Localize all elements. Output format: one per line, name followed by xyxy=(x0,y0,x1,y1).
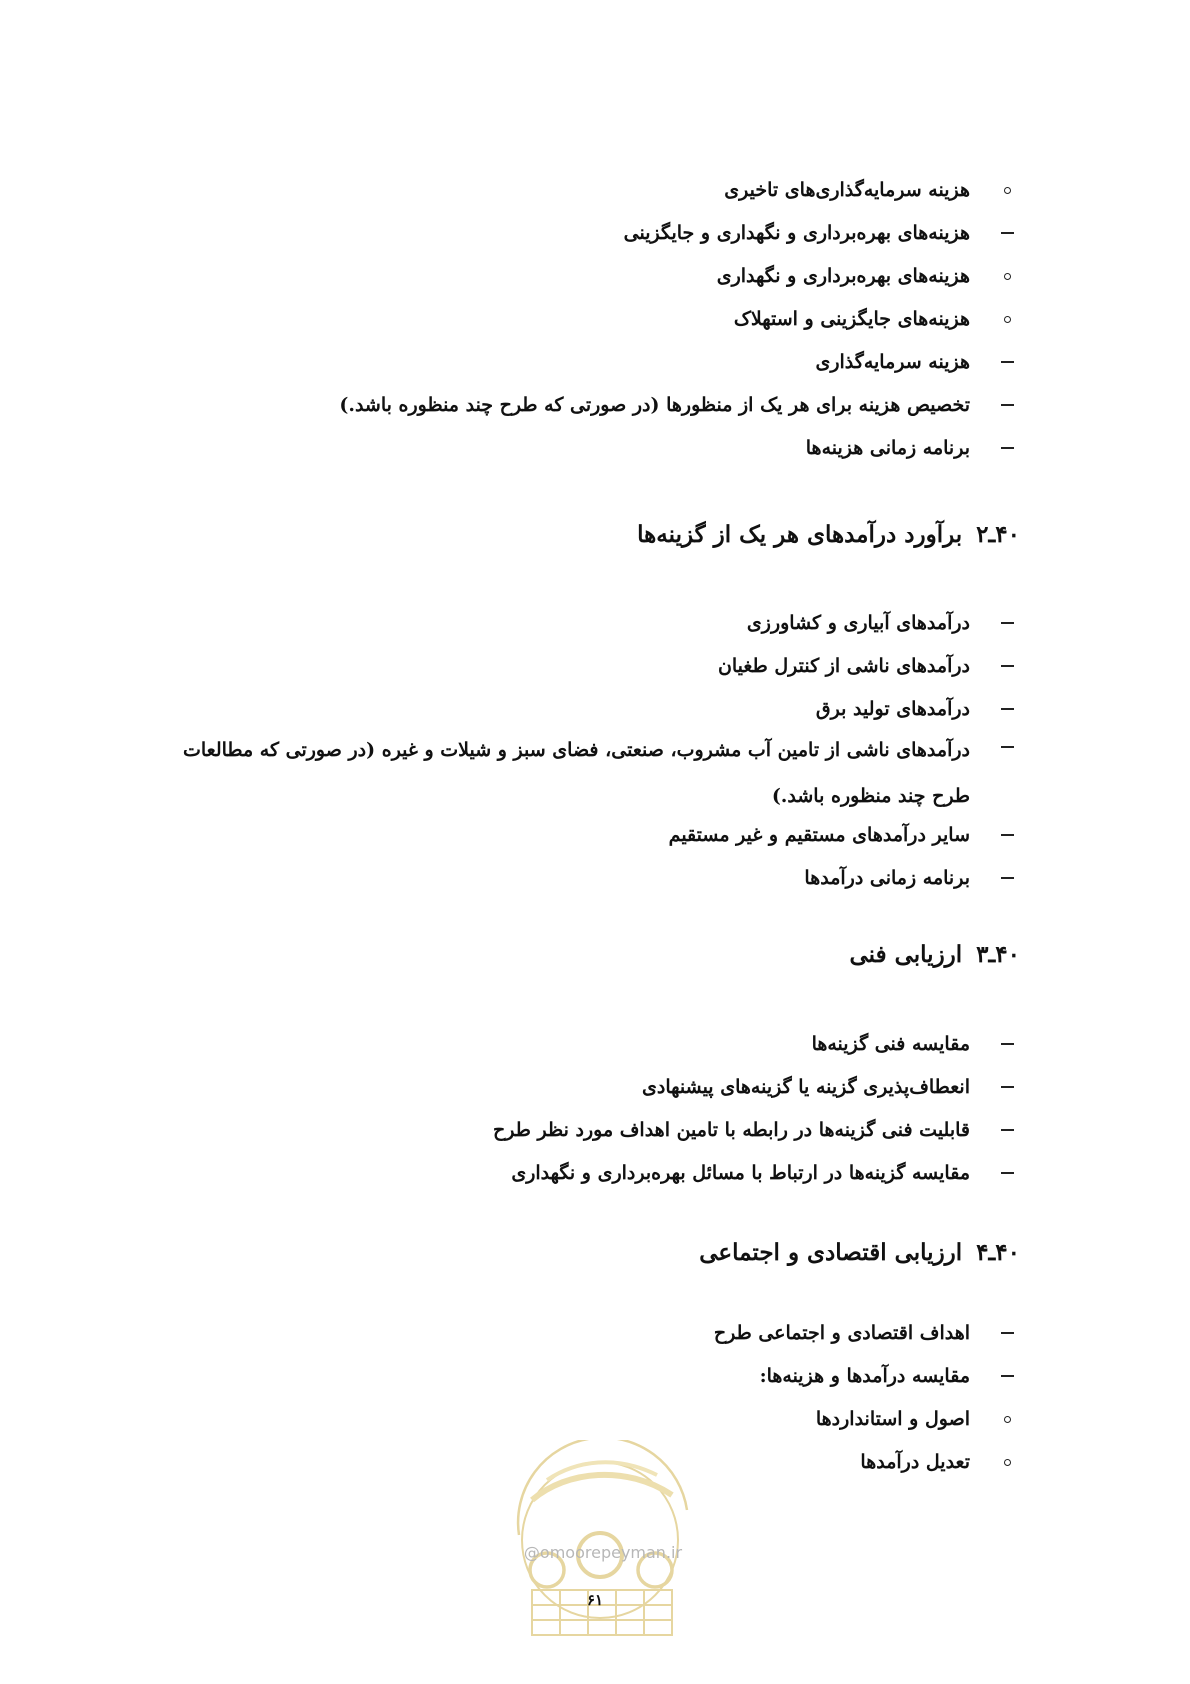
list-item: تخصیص هزینه برای هر یک از منظورها (در صورتی که طرح چند منظوره باشد.) xyxy=(339,385,970,425)
dash-bullet-icon xyxy=(994,815,1020,855)
list-item: هزینه‌های بهره‌برداری و نگهداری xyxy=(717,256,970,296)
list-item: مقایسه فنی گزینه‌ها xyxy=(812,1024,970,1064)
list-item: برنامه زمانی درآمدها xyxy=(804,858,970,898)
dash-bullet-icon xyxy=(994,1356,1020,1396)
list-item: مقایسه گزینه‌ها در ارتباط با مسائل بهره‌برداری و نگهداری xyxy=(511,1153,970,1193)
list-item: درآمدهای ناشی از تامین آب مشروب، صنعتی، فضای سبز و شیلات و غیره (در صورتی که مطالعات طرح چند منظوره باشد.) xyxy=(160,727,970,819)
list-item: درآمدهای ناشی از کنترل طغیان xyxy=(718,646,970,686)
circle-bullet-icon xyxy=(994,299,1020,339)
section-heading: ۴۰ـ۴ارزیابی اقتصادی و اجتماعی xyxy=(699,1239,1020,1266)
dash-bullet-icon xyxy=(994,213,1020,253)
dash-bullet-icon xyxy=(994,603,1020,643)
dash-bullet-icon xyxy=(994,858,1020,898)
list-item: هزینه‌های بهره‌برداری و نگهداری و جایگزینی xyxy=(624,213,970,253)
circle-bullet-icon xyxy=(994,170,1020,210)
dash-bullet-icon xyxy=(994,727,1020,767)
dash-bullet-icon xyxy=(994,428,1020,468)
dash-bullet-icon xyxy=(994,1110,1020,1150)
dash-bullet-icon xyxy=(994,1313,1020,1353)
list-item: تعدیل درآمدها xyxy=(860,1442,970,1482)
section-heading: ۴۰ـ۲برآورد درآمدهای هر یک از گزینه‌ها xyxy=(637,521,1020,548)
list-item: هزینه‌های جایگزینی و استهلاک xyxy=(734,299,970,339)
page-number: ۶۱ xyxy=(586,1591,604,1609)
dash-bullet-icon xyxy=(994,342,1020,382)
list-item: اهداف اقتصادی و اجتماعی طرح xyxy=(714,1313,970,1353)
list-item: سایر درآمدهای مستقیم و غیر مستقیم xyxy=(669,815,970,855)
list-item: درآمدهای تولید برق xyxy=(816,689,970,729)
list-item: هزینه سرمایه‌گذاری xyxy=(815,342,970,382)
circle-bullet-icon xyxy=(994,1399,1020,1439)
circle-bullet-icon xyxy=(994,1442,1020,1482)
list-item: اصول و استانداردها xyxy=(816,1399,970,1439)
dash-bullet-icon xyxy=(994,385,1020,425)
list-item: انعطاف‌پذیری گزینه یا گزینه‌های پیشنهادی xyxy=(642,1067,970,1107)
dash-bullet-icon xyxy=(994,646,1020,686)
dash-bullet-icon xyxy=(994,689,1020,729)
section-heading: ۴۰ـ۳ارزیابی فنی xyxy=(849,941,1020,968)
list-item: قابلیت فنی گزینه‌ها در رابطه با تامین اهداف مورد نظر طرح xyxy=(493,1110,970,1150)
list-item: درآمدهای آبیاری و کشاورزی xyxy=(747,603,970,643)
watermark-url: @omoorepeyman.ir xyxy=(523,1543,683,1562)
list-item: برنامه زمانی هزینه‌ها xyxy=(806,428,970,468)
dash-bullet-icon xyxy=(994,1153,1020,1193)
list-item: هزینه سرمایه‌گذاری‌های تاخیری xyxy=(724,170,970,210)
circle-bullet-icon xyxy=(994,256,1020,296)
list-item: مقایسه درآمدها و هزینه‌ها: xyxy=(760,1356,970,1396)
dash-bullet-icon xyxy=(994,1024,1020,1064)
dash-bullet-icon xyxy=(994,1067,1020,1107)
